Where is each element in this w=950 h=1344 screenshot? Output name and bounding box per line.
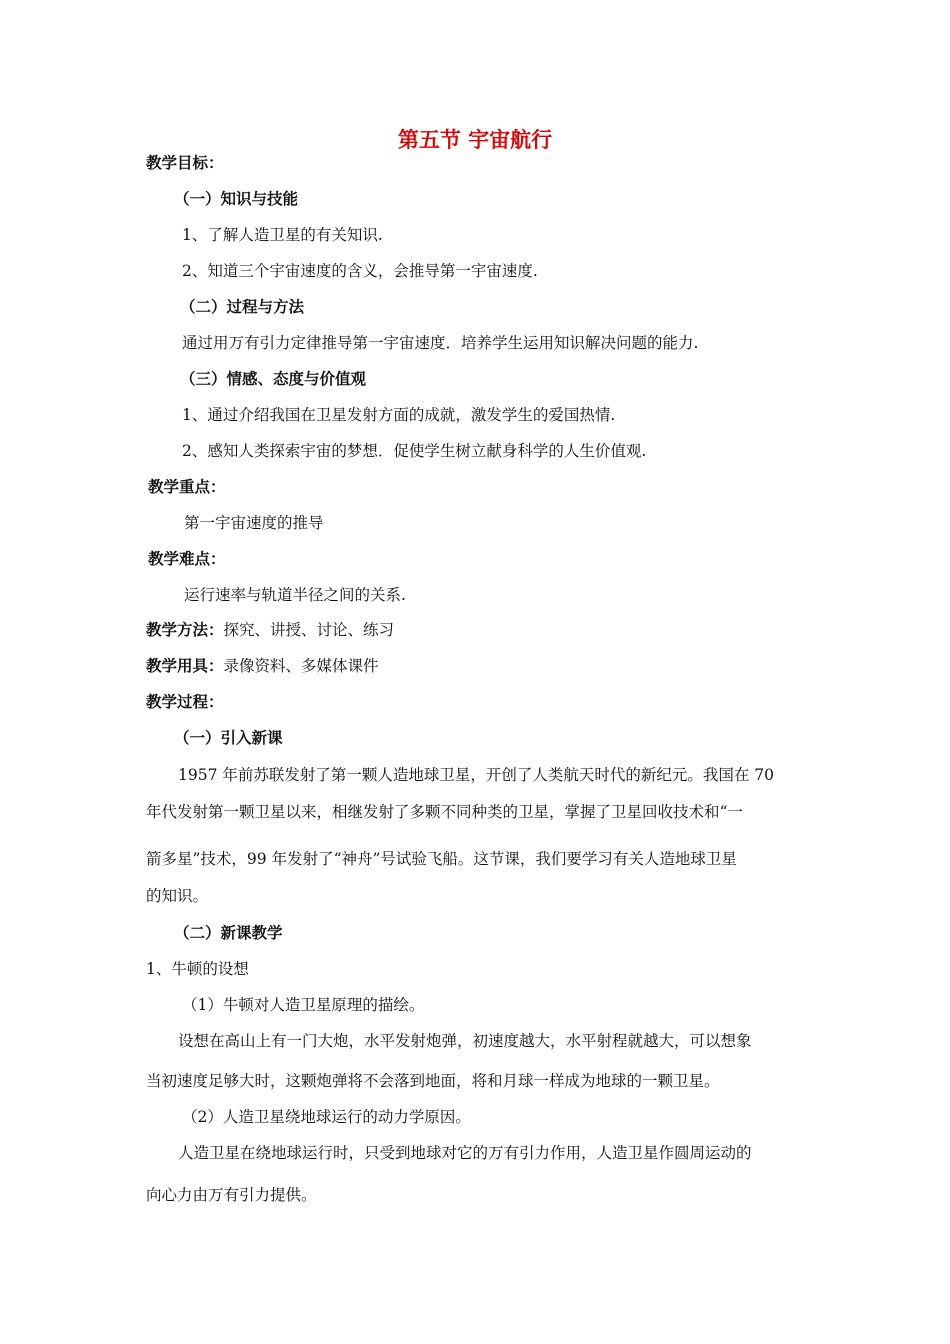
emotion-heading: （三）情感、态度与价值观 [180,370,367,388]
intro-heading: （一）引入新课 [174,729,283,747]
subsection-paragraph-line: 人造卫星在绕地球运行时，只受到地球对它的万有引力作用，人造卫星作圆周运动的 [178,1144,752,1162]
teaching-tools-label: 教学用具： [146,657,224,675]
intro-paragraph-line: 1957 年前苏联发射了第一颗人造地球卫星，开创了人类航天时代的新纪元。我国在 70 [178,766,775,784]
subsection-heading: （2）人造卫星绕地球运行的动力学原因。 [182,1108,471,1126]
teaching-method-text: 探究、讲授、讨论、练习 [223,621,395,639]
knowledge-item: 1、了解人造卫星的有关知识. [182,226,383,244]
new-lesson-heading: （二）新课教学 [174,924,283,942]
intro-paragraph-line: 年代发射第一颗卫星以来，相继发射了多颗不同种类的卫星，掌握了卫星回收技术和“一 [146,803,743,821]
key-point-heading: 教学重点： [148,478,226,496]
knowledge-heading: （一）知识与技能 [174,190,299,208]
difficult-point-heading: 教学难点： [148,550,226,568]
intro-paragraph-line: 的知识。 [146,887,209,905]
teaching-tools [146,655,379,677]
page-title: 第五节 宇宙航行 [397,128,553,152]
objectives-heading: 教学目标： [146,154,224,172]
difficult-point-text: 运行速率与轨道半径之间的关系. [184,586,406,604]
knowledge-item: 2、知道三个宇宙速度的含义，会推导第一宇宙速度. [182,262,538,280]
teaching-method-label: 教学方法： [146,621,224,639]
key-point-text: 第一宇宙速度的推导 [184,514,324,532]
process-method-heading: （二）过程与方法 [180,298,305,316]
emotion-item: 1、通过介绍我国在卫星发射方面的成就，激发学生的爱国热情. [182,406,616,424]
subsection-heading: （1）牛顿对人造卫星原理的描绘。 [182,996,425,1014]
subsection-paragraph-line: 设想在高山上有一门大炮，水平发射炮弹，初速度越大，水平射程就越大，可以想象 [178,1032,752,1050]
teaching-process-heading: 教学过程： [146,693,224,711]
process-method-text: 通过用万有引力定律推导第一宇宙速度．培养学生运用知识解决问题的能力. [182,334,699,352]
intro-paragraph-line: 箭多星”技术，99 年发射了“神舟”号试验飞船。这节课，我们要学习有关人造地球卫星 [146,850,737,868]
emotion-item: 2、感知人类探索宇宙的梦想．促使学生树立献身科学的人生价值观. [182,442,647,460]
teaching-method [146,619,394,641]
subsection-paragraph-line: 当初速度足够大时，这颗炮弹将不会落到地面，将和月球一样成为地球的一颗卫星。 [146,1072,720,1090]
section-heading: 1、牛顿的设想 [146,960,249,978]
teaching-tools-text: 录像资料、多媒体课件 [223,657,379,675]
subsection-paragraph-line: 向心力由万有引力提供。 [146,1186,317,1204]
